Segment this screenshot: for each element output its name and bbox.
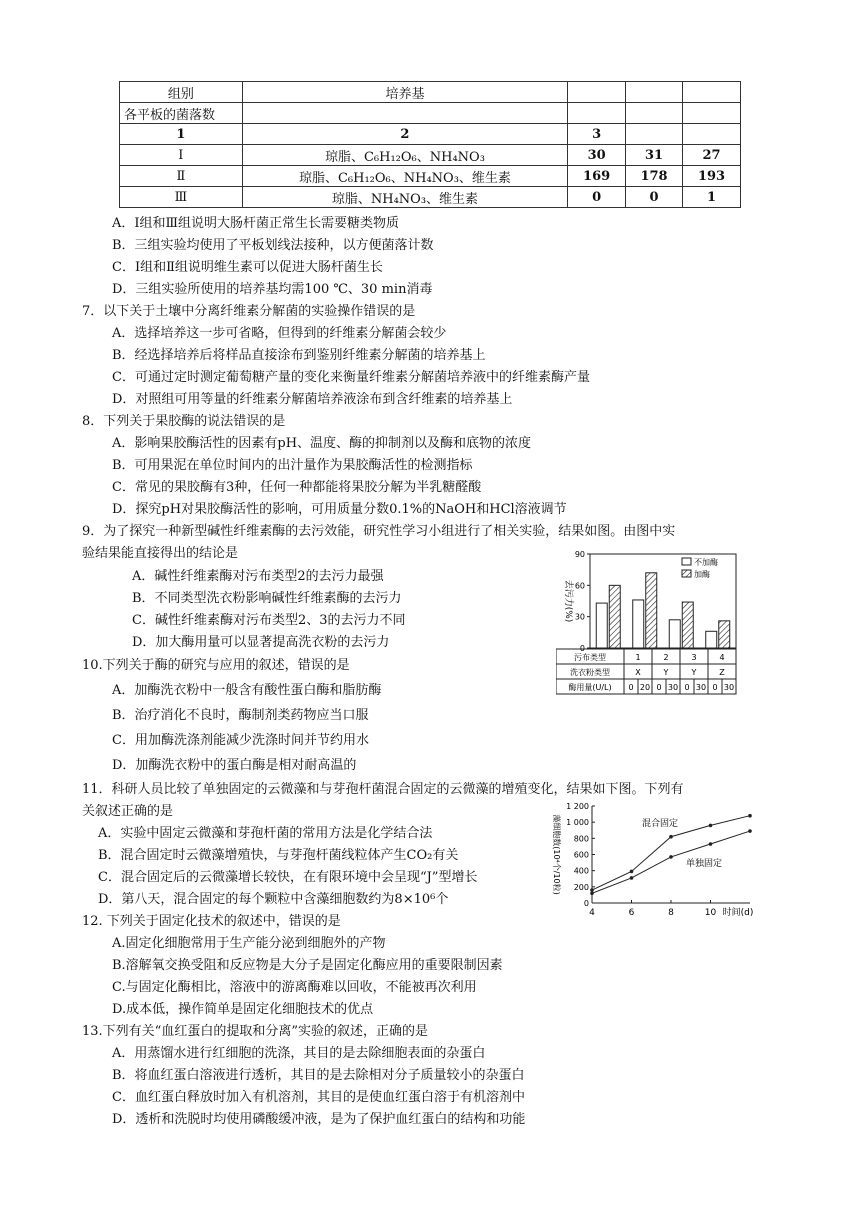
data-point (669, 835, 673, 839)
series-label-mixed: 混合固定 (642, 819, 679, 829)
y-tick-label: 1 200 (566, 802, 589, 811)
q8-option-a: A．影响果胶酶活性的因素有pH、温度、酶的抑制剂以及酶和底物的浓度 (112, 436, 532, 451)
table-cell: 琼脂、C₆H₁₂O₆、NH₄NO₃ (242, 145, 567, 166)
q7-option-b: B．经选择培养后将样品直接涂布到鉴别纤维素分解菌的培养基上 (112, 348, 486, 363)
table-cell: 3 (568, 124, 626, 145)
q7-stem: 7．以下关于土壤中分离纤维素分解菌的实验操作错误的是 (82, 304, 416, 319)
table-cell: 琼脂、NH₄NO₃、维生素 (242, 187, 567, 208)
table-cell (626, 124, 683, 145)
bar-enzyme (682, 602, 693, 648)
q9-option-d: D．加大酶用量可以显著提高洗衣粉的去污力 (132, 635, 390, 650)
table-cell-detergent: X (635, 668, 641, 677)
q12-stem: 12. 下列关于固定化技术的叙述中，错误的是 (82, 914, 341, 929)
x-tick-label: 10 (704, 908, 717, 918)
y-axis-label: 去污力(%) (563, 579, 573, 623)
table-cell: 30 (568, 145, 626, 166)
table-cell (568, 103, 626, 124)
table-cell (626, 82, 683, 103)
algae-growth-line-chart (546, 800, 762, 924)
q13-option-d: D．透析和洗脱时均使用磷酸缓冲液，是为了保护血红蛋白的结构和功能 (112, 1112, 526, 1127)
table-row (120, 124, 741, 145)
q12-option-b: B.溶解氧交换受阻和反应物是大分子是固定化酶应用的重要限制因素 (112, 958, 503, 973)
q13-option-a: A．用蒸馏水进行红细胞的洗涤，其目的是去除细胞表面的杂蛋白 (112, 1046, 486, 1061)
table-cell (242, 103, 567, 124)
q8-option-d: D．探究pH对果胶酶活性的影响，可用质量分数0.1%的NaOH和HCl溶液调节 (112, 502, 567, 517)
table-row (120, 166, 741, 187)
y-tick-label: 800 (573, 834, 589, 844)
y-axis-label: 藻细胞数(10⁴个/10粒) (552, 814, 561, 895)
y-tick-label: 1 000 (566, 818, 589, 828)
table-cell (683, 124, 741, 145)
y-tick-label: 60 (574, 581, 585, 591)
table-cell-dose: 20 (639, 683, 651, 692)
data-point (630, 870, 634, 874)
table-cell-dose: 0 (684, 683, 690, 692)
table-cell: 琼脂、C₆H₁₂O₆、NH₄NO₃、维生素 (242, 166, 567, 187)
y-tick-label: 30 (574, 612, 585, 622)
table-row (120, 187, 741, 208)
y-tick-label: 400 (573, 866, 589, 876)
q11-option-a: A．实验中固定云微藻和芽孢杆菌的常用方法是化学结合法 (98, 826, 433, 841)
table-row-label: 酶用量(U/L) (568, 683, 612, 692)
table-cell: 0 (568, 187, 626, 208)
table-row (120, 103, 741, 124)
bar-no-enzyme (706, 631, 717, 648)
table-row-label: 污布类型 (574, 653, 606, 662)
table-cell: Ⅱ (120, 166, 243, 187)
q7-option-a: A．选择培养这一步可省略，但得到的纤维素分解菌会较少 (112, 326, 447, 341)
detergency-bar-chart (556, 548, 742, 698)
q12-option-c: C.与固定化酶相比，溶液中的游离酶难以回收，不能被再次利用 (112, 980, 477, 995)
table-cell-dose: 30 (667, 683, 679, 692)
x-tick-label: 6 (628, 908, 635, 918)
data-point (590, 888, 594, 892)
table-cell-dose: 30 (723, 683, 735, 692)
q11-stem-line1: 11．科研人员比较了单独固定的云微藻和与芽孢杆菌混合固定的云微藻的增殖变化，结果如下图。下列有 (82, 782, 684, 797)
q7-option-c: C．可通过定时测定葡萄糖产量的变化来衡量纤维素分解菌培养液中的纤维素酶产量 (112, 370, 590, 385)
q9-stem-line2: 验结果能直接得出的结论是 (82, 546, 239, 561)
data-point (590, 892, 594, 896)
line-single (592, 831, 750, 893)
table-cell-cloth: 4 (719, 653, 725, 662)
table-cell: 193 (683, 166, 741, 187)
legend-label-no-enzyme: 不加酶 (694, 558, 718, 567)
q6-option-a: A．Ⅰ组和Ⅲ组说明大肠杆菌正常生长需要糖类物质 (112, 216, 400, 231)
q13-option-c: C．血红蛋白释放时加入有机溶剂，其目的是使血红蛋白溶于有机溶剂中 (112, 1090, 525, 1105)
table-cell-cloth: 1 (635, 653, 641, 662)
legend-swatch-no-enzyme (682, 558, 691, 565)
table-cell: Ⅲ (120, 187, 243, 208)
y-tick-label: 600 (573, 850, 589, 860)
q7-option-d: D．对照组可用等量的纤维素分解菌培养液涂布到含纤维素的培养基上 (112, 392, 513, 407)
table-cell: 178 (626, 166, 683, 187)
x-tick-label: 8 (668, 908, 674, 918)
table-cell: 31 (626, 145, 683, 166)
legend-swatch-enzyme (682, 570, 691, 577)
table-cell: 0 (626, 187, 683, 208)
table-cell (626, 103, 683, 124)
y-tick-label: 0 (583, 899, 589, 908)
q13-option-b: B．将血红蛋白溶液进行透析，其目的是去除相对分子质量较小的杂蛋白 (112, 1068, 525, 1083)
table-cell: 组别 (120, 82, 243, 103)
colony-count-table (119, 81, 741, 208)
table-cell: 培养基 (242, 82, 567, 103)
table-cell: 27 (683, 145, 741, 166)
bar-no-enzyme (633, 600, 644, 648)
table-row (120, 145, 741, 166)
q9-option-a: A．碱性纤维素酶对污布类型2的去污力最强 (132, 569, 384, 584)
data-point (669, 855, 673, 859)
q12-option-a: A.固定化细胞常用于生产能分泌到细胞外的产物 (112, 936, 386, 951)
y-tick-label: 90 (574, 550, 585, 559)
table-row (120, 82, 741, 103)
q10-option-c: C．用加酶洗涤剂能减少洗涤时间并节约用水 (112, 733, 369, 748)
q8-option-b: B．可用果泥在单位时间内的出汁量作为果胶酶活性的检测指标 (112, 458, 473, 473)
q9-option-c: C．碱性纤维素酶对污布类型2、3的去污力不同 (132, 613, 406, 628)
q6-option-d: D．三组实验所使用的培养基均需100 ℃、30 min消毒 (112, 282, 433, 297)
q9-stem-line1: 9．为了探究一种新型碱性纤维素酶的去污效能，研究性学习小组进行了相关实验，结果如图。由图中实 (82, 524, 676, 539)
data-point (630, 876, 634, 880)
q6-option-b: B．三组实验均使用了平板划线法接种，以方便菌落计数 (112, 238, 434, 253)
x-axis-label: 时间(d) (722, 908, 754, 918)
table-cell (683, 82, 741, 103)
table-cell (568, 82, 626, 103)
bar-no-enzyme (596, 603, 607, 648)
table-cell-detergent: Y (663, 668, 669, 677)
table-cell-dose: 0 (656, 683, 662, 692)
bar-enzyme (646, 573, 657, 648)
q10-option-d: D．加酶洗衣粉中的蛋白酶是相对耐高温的 (112, 758, 357, 773)
table-cell: 各平板的菌落数 (120, 103, 243, 124)
q9-option-b: B．不同类型洗衣粉影响碱性纤维素酶的去污力 (132, 591, 402, 606)
table-cell-detergent: Z (719, 668, 725, 677)
table-cell: 1 (120, 124, 243, 145)
q6-option-c: C．Ⅰ组和Ⅱ组说明维生素可以促进大肠杆菌生长 (112, 260, 383, 275)
table-cell-dose: 30 (695, 683, 707, 692)
table-cell: 2 (242, 124, 567, 145)
data-point (748, 829, 752, 833)
table-cell (683, 103, 741, 124)
q10-option-a: A．加酶洗衣粉中一般含有酸性蛋白酶和脂肪酶 (112, 683, 382, 698)
q11-option-d: D．第八天，混合固定的每个颗粒中含藻细胞数约为8×10⁶个 (98, 892, 449, 907)
q12-option-d: D.成本低，操作简单是固定化细胞技术的优点 (112, 1002, 374, 1017)
bar-no-enzyme (669, 620, 680, 648)
table-cell-detergent: Y (691, 668, 697, 677)
table-cell: Ⅰ (120, 145, 243, 166)
table-cell-dose: 0 (712, 683, 718, 692)
x-tick-label: 4 (589, 908, 595, 918)
table-row-label: 洗衣粉类型 (570, 668, 610, 677)
q11-stem-line2: 关叙述正确的是 (82, 804, 174, 819)
legend-label-enzyme: 加酶 (694, 570, 710, 579)
table-cell: 1 (683, 187, 741, 208)
q8-option-c: C．常见的果胶酶有3种，任何一种都能将果胶分解为半乳糖醛酸 (112, 480, 482, 495)
series-label-single: 单独固定 (686, 859, 723, 869)
table-cell-dose: 0 (628, 683, 634, 692)
q10-option-b: B．治疗消化不良时，酶制剂类药物应当口服 (112, 708, 369, 723)
q8-stem: 8．下列关于果胶酶的说法错误的是 (82, 414, 286, 429)
q13-stem: 13.下列有关“血红蛋白的提取和分离”实验的叙述，正确的是 (82, 1024, 428, 1039)
table-cell-cloth: 3 (691, 653, 697, 662)
q11-option-b: B．混合固定时云微藻增殖快，与芽孢杆菌线粒体产生CO₂有关 (98, 848, 459, 863)
bar-enzyme (719, 621, 730, 648)
data-point (709, 842, 713, 846)
bar-enzyme (609, 585, 620, 648)
y-tick-label: 200 (573, 882, 589, 892)
table-cell: 169 (568, 166, 626, 187)
data-point (709, 824, 713, 828)
data-point (748, 814, 752, 818)
q11-option-c: C．混合固定后的云微藻增长较快，在有限环境中会呈现“J”型增长 (98, 870, 478, 885)
table-cell-cloth: 2 (663, 653, 669, 662)
q10-stem: 10.下列关于酶的研究与应用的叙述，错误的是 (82, 658, 350, 673)
y-tick-label: 0 (579, 644, 585, 653)
